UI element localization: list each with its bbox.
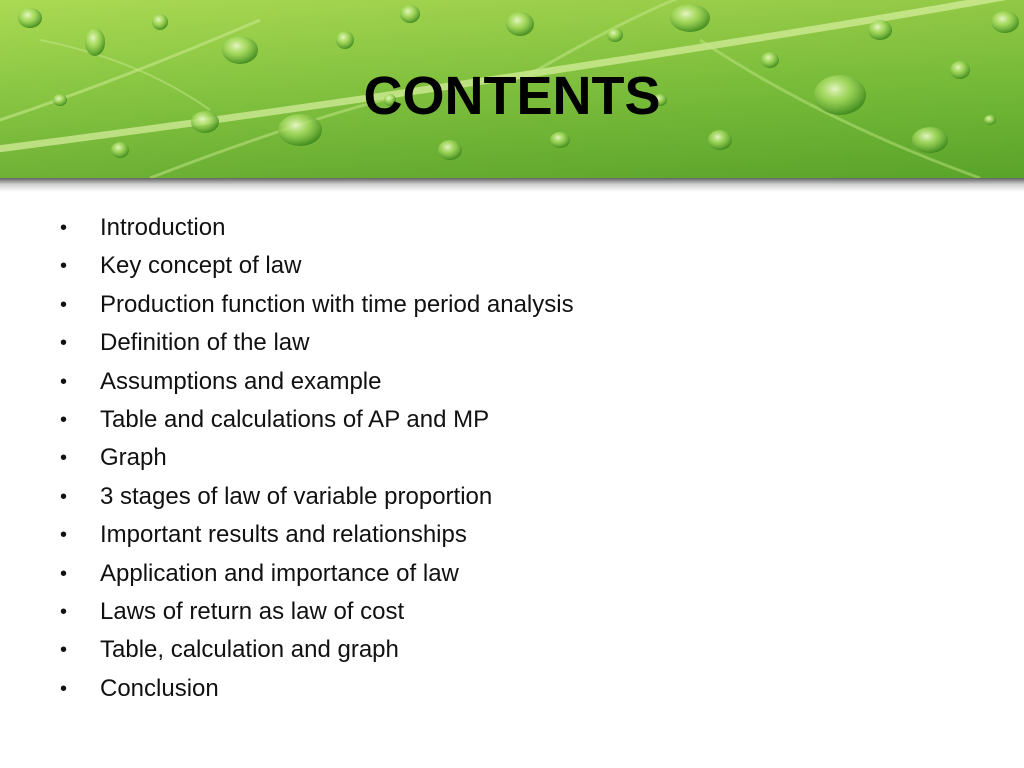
list-item-text: Key concept of law — [100, 252, 302, 280]
list-item — [0, 439, 1024, 477]
list-item — [0, 363, 1024, 401]
list-item-text: 3 stages of law of variable proportion — [100, 482, 493, 510]
list-item-text: Introduction — [100, 214, 226, 241]
list-item-text: Assumptions and example — [100, 367, 382, 395]
list-item-text: Laws of return as law of cost — [100, 597, 405, 625]
bullet-icon: • — [60, 524, 68, 547]
list-item-text: Graph — [100, 444, 167, 472]
list-item — [0, 631, 1024, 669]
list-item-text: Production function with time period analysis — [100, 290, 574, 318]
bullet-icon: • — [60, 293, 68, 316]
list-item-text: Table and calculations of AP and MP — [100, 405, 490, 433]
list-item-text: Important results and relationships — [100, 521, 467, 549]
banner-shadow — [0, 178, 1024, 192]
bullet-icon: • — [60, 562, 68, 585]
bullet-icon: • — [60, 217, 68, 239]
list-item — [0, 209, 1024, 247]
list-item — [0, 478, 1024, 516]
list-item-text: Table, calculation and graph — [100, 636, 399, 664]
list-item-text: Application and importance of law — [100, 559, 459, 587]
bullet-icon: • — [60, 677, 68, 700]
list-item — [0, 516, 1024, 554]
list-item — [0, 324, 1024, 362]
contents-list — [0, 209, 1024, 708]
list-item-text: Conclusion — [100, 674, 219, 702]
bullet-icon: • — [60, 639, 68, 662]
bullet-icon: • — [60, 485, 68, 508]
slide-title: CONTENTS — [363, 66, 661, 126]
list-item — [0, 670, 1024, 708]
bullet-icon: • — [60, 447, 68, 470]
bullet-icon: • — [60, 332, 68, 355]
list-item — [0, 286, 1024, 324]
bullet-icon: • — [60, 370, 68, 393]
leaf-banner-image — [0, 0, 1024, 178]
list-item — [0, 555, 1024, 593]
bullet-icon: • — [60, 408, 68, 431]
list-item — [0, 401, 1024, 439]
list-item — [0, 593, 1024, 631]
list-item — [0, 247, 1024, 285]
bullet-icon: • — [60, 255, 68, 278]
bullet-icon: • — [60, 600, 68, 623]
list-item-text: Definition of the law — [100, 329, 310, 357]
